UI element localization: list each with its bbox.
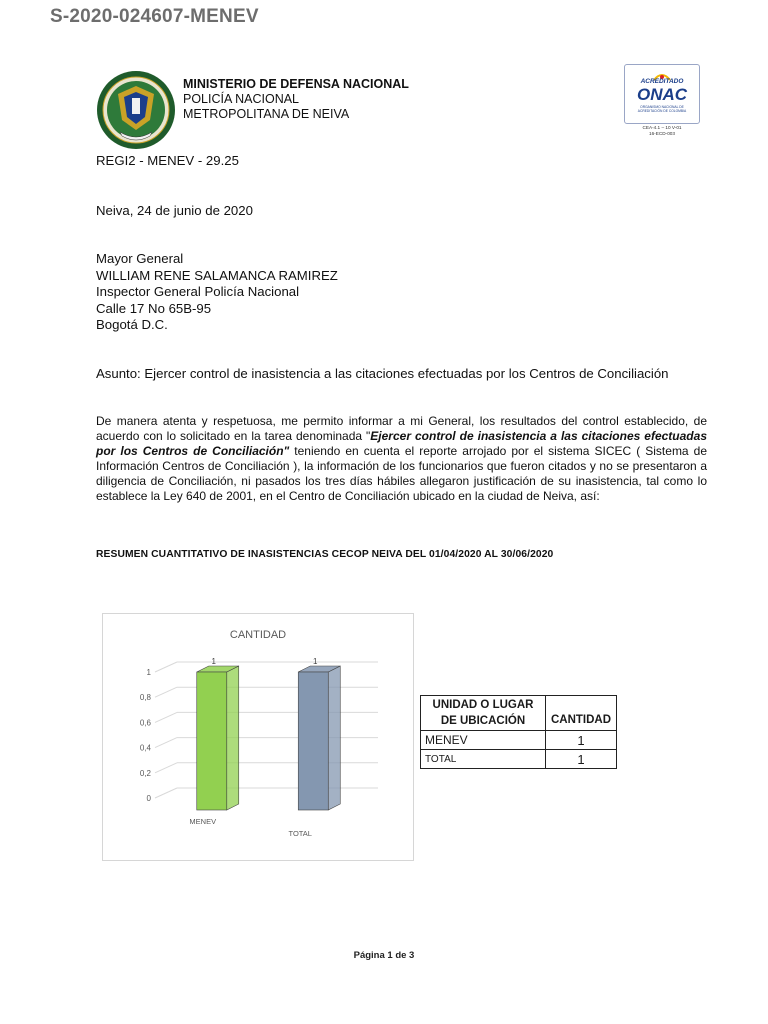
summary-title: RESUMEN CUANTITATIVO DE INASISTENCIAS CECOP NEIVA DEL 01/04/2020 AL 30/06/2020 — [96, 549, 554, 560]
chart-title: CANTIDAD — [229, 629, 287, 641]
task-name-emphasis: Ejercer control de inasistencia a las citaciones efectuadas por los Centros de Conciliación" — [96, 428, 707, 458]
body-paragraph — [96, 414, 707, 503]
table-cell-unit: MENEV — [421, 731, 546, 750]
date-line: Neiva, 24 de junio de 2020 — [96, 203, 253, 218]
y-tick-label: 0 — [146, 794, 151, 803]
reference-code: REGI2 - MENEV - 29.25 — [96, 153, 239, 168]
chart-container — [102, 613, 414, 861]
gridline-depth — [155, 687, 177, 697]
recipient-city: Bogotá D.C. — [96, 317, 168, 332]
metropolitan-name: METROPOLITANA DE NEIVA — [183, 107, 350, 121]
onac-acreditado: ACREDITADO — [640, 78, 684, 85]
onac-subtitle-1: ORGANISMO NACIONAL DE — [640, 105, 684, 109]
table-header-unit: UNIDAD O LUGAR DE UBICACIÓN — [421, 696, 546, 731]
bar-side — [328, 666, 340, 810]
body-part-1: De manera atenta y respetuosa, me permito informar a mi General, los resultados del control establecido, de acuerdo con lo solicitado en la tarea denominada " — [96, 414, 707, 443]
recipient-block — [96, 251, 338, 334]
table-header-quantity: CANTIDAD — [546, 696, 617, 731]
y-tick-label: 0,4 — [139, 743, 151, 753]
data-label: 1 — [211, 657, 216, 666]
bar-side — [227, 666, 239, 810]
x-tick-label: TOTAL — [288, 829, 312, 838]
gridline-depth — [155, 763, 177, 773]
onac-mark-icon — [652, 68, 672, 77]
summary-table — [420, 695, 617, 769]
body-part-2: teniendo en cuenta el reporte arrojado por el sistema SICEC ( Sistema de Información Centros de Conciliación ), la información de los funcionarios que fueron citados y no se presentaron a diligencia de Conciliación, ni pasados los tres días hábiles allegaron justificación de su inasistencia, tal como lo establece la Ley 640 de 2001, en el Centro de Conciliación ubicado en la ciudad de Neiva, así: — [96, 443, 708, 503]
subject-line: Asunto: Ejercer control de inasistencia a las citaciones efectuadas por los Centros de Conciliación — [96, 366, 669, 381]
page-footer: Página 1 de 3 — [353, 950, 415, 961]
institution-header — [183, 77, 409, 122]
table-row — [421, 750, 617, 769]
gridline-depth — [155, 788, 177, 798]
recipient-address: Calle 17 No 65B-95 — [96, 300, 212, 316]
table-cell-unit: TOTAL — [421, 750, 546, 769]
bar — [197, 672, 227, 810]
data-label: 1 — [313, 657, 318, 666]
document-number: S-2020-024607-MENEV — [50, 6, 259, 27]
onac-subtitle-2: ACREDITACIÓN DE COLOMBIA — [637, 109, 687, 113]
gridline-depth — [155, 738, 177, 748]
onac-code-1: CEA-4.1 – 10 V-01 — [642, 125, 682, 130]
table-header-row — [421, 696, 617, 731]
onac-code-2: 16-ECD-003 — [648, 131, 676, 136]
y-tick-label: 0,2 — [139, 768, 151, 778]
recipient-title: Inspector General Policía Nacional — [96, 284, 300, 299]
ministry-name: MINISTERIO DE DEFENSA NACIONAL — [183, 77, 409, 91]
policia-crest-logo — [96, 70, 176, 150]
recipient-rank: Mayor General — [96, 251, 184, 266]
gridline-depth — [155, 712, 177, 722]
table-cell-quantity: 1 — [546, 750, 617, 769]
x-tick-label: MENEV — [189, 817, 217, 826]
y-tick-label: 0,6 — [139, 718, 151, 728]
y-tick-label: 0,8 — [139, 693, 151, 703]
onac-accreditation-logo — [624, 64, 700, 140]
table-row — [421, 731, 617, 750]
recipient-name: WILLIAM RENE SALAMANCA RAMIREZ — [96, 267, 338, 283]
table-cell-quantity: 1 — [546, 731, 617, 750]
gridline-depth — [155, 662, 177, 672]
bar-chart — [103, 614, 413, 860]
onac-brand: ONAC — [636, 85, 688, 104]
police-name: POLICÍA NACIONAL — [183, 92, 300, 106]
bar — [298, 672, 328, 810]
y-tick-label: 1 — [146, 668, 151, 677]
